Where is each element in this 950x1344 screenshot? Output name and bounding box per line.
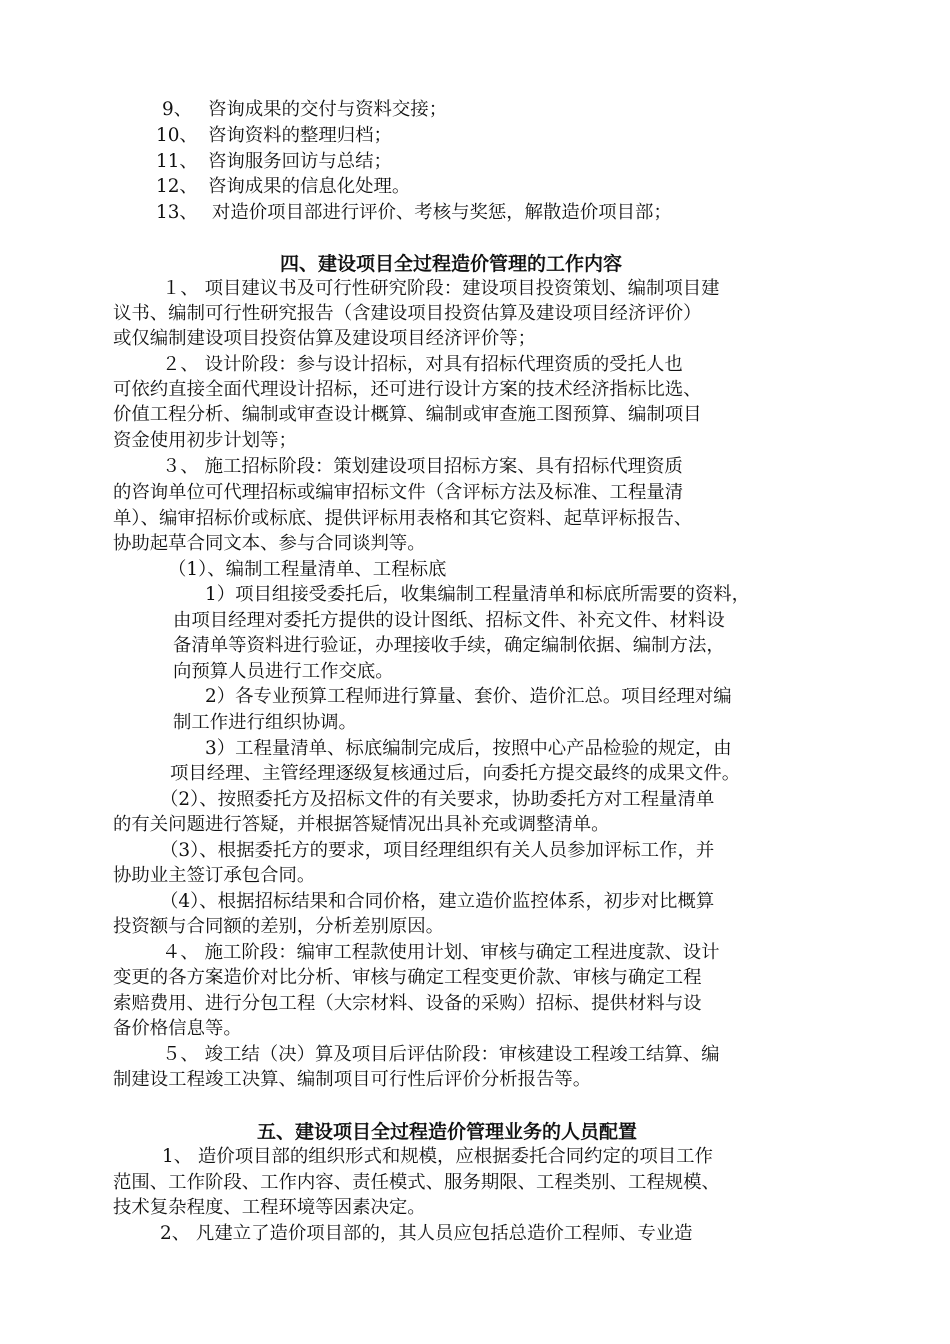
- paragraph-line: 资金使用初步计划等；: [113, 430, 297, 451]
- paragraph-line: 单）、编审招标价或标底、提供评标用表格和其它资料、起草评标报告、: [113, 508, 693, 529]
- paragraph-line: 2、 凡建立了造价项目部的，其人员应包括总造价工程师、专业造: [160, 1223, 693, 1244]
- section-4-heading: 四、建设项目全过程造价管理的工作内容: [280, 253, 623, 275]
- paragraph-line: ３、 施工招标阶段：策划建设项目招标方案、具有招标代理资质: [162, 456, 683, 477]
- paragraph-line: 3）工程量清单、标底编制完成后，按照中心产品检验的规定，由: [205, 738, 732, 759]
- paragraph-line: 备价格信息等。: [113, 1018, 242, 1039]
- list-item: 9、 咨询成果的交付与资料交接；: [162, 99, 448, 120]
- list-item: 12、 咨询成果的信息化处理。: [156, 176, 411, 197]
- paragraph-line: 由项目经理对委托方提供的设计图纸、招标文件、补充文件、材料设: [173, 610, 725, 631]
- paragraph-line: 协助业主签订承包合同。: [113, 865, 316, 886]
- paragraph-line: 备清单等资料进行验证，办理接收手续，确定编制依据、编制方法，: [173, 635, 725, 656]
- paragraph-line: 1）项目组接受委托后，收集编制工程量清单和标底所需要的资料，: [205, 584, 751, 605]
- paragraph-line: （4）、根据招标结果和合同价格，建立造价监控体系，初步对比概算: [160, 891, 715, 912]
- section-5-heading: 五、建设项目全过程造价管理业务的人员配置: [257, 1121, 638, 1143]
- paragraph-line: 向预算人员进行工作交底。: [173, 661, 394, 682]
- paragraph-line: 或仅编制建设项目投资估算及建设项目经济评价等；: [113, 328, 536, 349]
- paragraph-line: ５、 竣工结（决）算及项目后评估阶段：审核建设工程竣工结算、编: [162, 1044, 720, 1065]
- paragraph-line: 制建设工程竣工决算、编制项目可行性后评价分析报告等。: [113, 1069, 592, 1090]
- list-item: 11、 咨询服务回访与总结；: [156, 151, 392, 172]
- paragraph-line: ４、 施工阶段：编审工程款使用计划、审核与确定工程进度款、设计: [162, 942, 720, 963]
- list-item: 10、 咨询资料的整理归档；: [156, 125, 392, 146]
- paragraph-line: ２、 设计阶段：参与设计招标，对具有招标代理资质的受托人也: [162, 354, 683, 375]
- paragraph-line: 范围、工作阶段、工作内容、责任模式、服务期限、工程类别、工程规模、: [113, 1172, 720, 1193]
- paragraph-line: 1、 造价项目部的组织形式和规模，应根据委托合同约定的项目工作: [162, 1146, 713, 1167]
- paragraph-line: 可依约直接全面代理设计招标，还可进行设计方案的技术经济指标比选、: [113, 379, 702, 400]
- paragraph-line: 2）各专业预算工程师进行算量、套价、造价汇总。项目经理对编: [205, 686, 732, 707]
- paragraph-line: 投资额与合同额的差别，分析差别原因。: [113, 916, 445, 937]
- paragraph-line: 的咨询单位可代理招标或编审招标文件（含评标方法及标准、工程量清: [113, 482, 684, 503]
- paragraph-line: 议书、编制可行性研究报告（含建设项目投资估算及建设项目经济评价）: [113, 303, 702, 324]
- paragraph-line: （2）、按照委托方及招标文件的有关要求，协助委托方对工程量清单: [160, 789, 715, 810]
- paragraph-line: （3）、根据委托方的要求，项目经理组织有关人员参加评标工作，并: [160, 840, 715, 861]
- paragraph-line: 协助起草合同文本、参与合同谈判等。: [113, 533, 426, 554]
- paragraph-line: 技术复杂程度、工程环境等因素决定。: [113, 1197, 426, 1218]
- paragraph-line: 的有关问题进行答疑，并根据答疑情况出具补充或调整清单。: [113, 814, 610, 835]
- paragraph-line: 变更的各方案造价对比分析、审核与确定工程变更价款、审核与确定工程: [113, 967, 702, 988]
- paragraph-line: 制工作进行组织协调。: [173, 712, 357, 733]
- paragraph-line: 项目经理、主管经理逐级复核通过后，向委托方提交最终的成果文件。: [170, 763, 741, 784]
- sub-heading: （1）、编制工程量清单、工程标底: [168, 559, 447, 580]
- paragraph-line: 价值工程分析、编制或审查设计概算、编制或审查施工图预算、编制项目: [113, 404, 702, 425]
- list-item: 13、 对造价项目部进行评价、考核与奖惩，解散造价项目部；: [156, 202, 672, 223]
- paragraph-line: １、 项目建议书及可行性研究阶段：建设项目投资策划、编制项目建: [162, 278, 720, 299]
- paragraph-line: 索赔费用、进行分包工程（大宗材料、设备的采购）招标、提供材料与设: [113, 993, 702, 1014]
